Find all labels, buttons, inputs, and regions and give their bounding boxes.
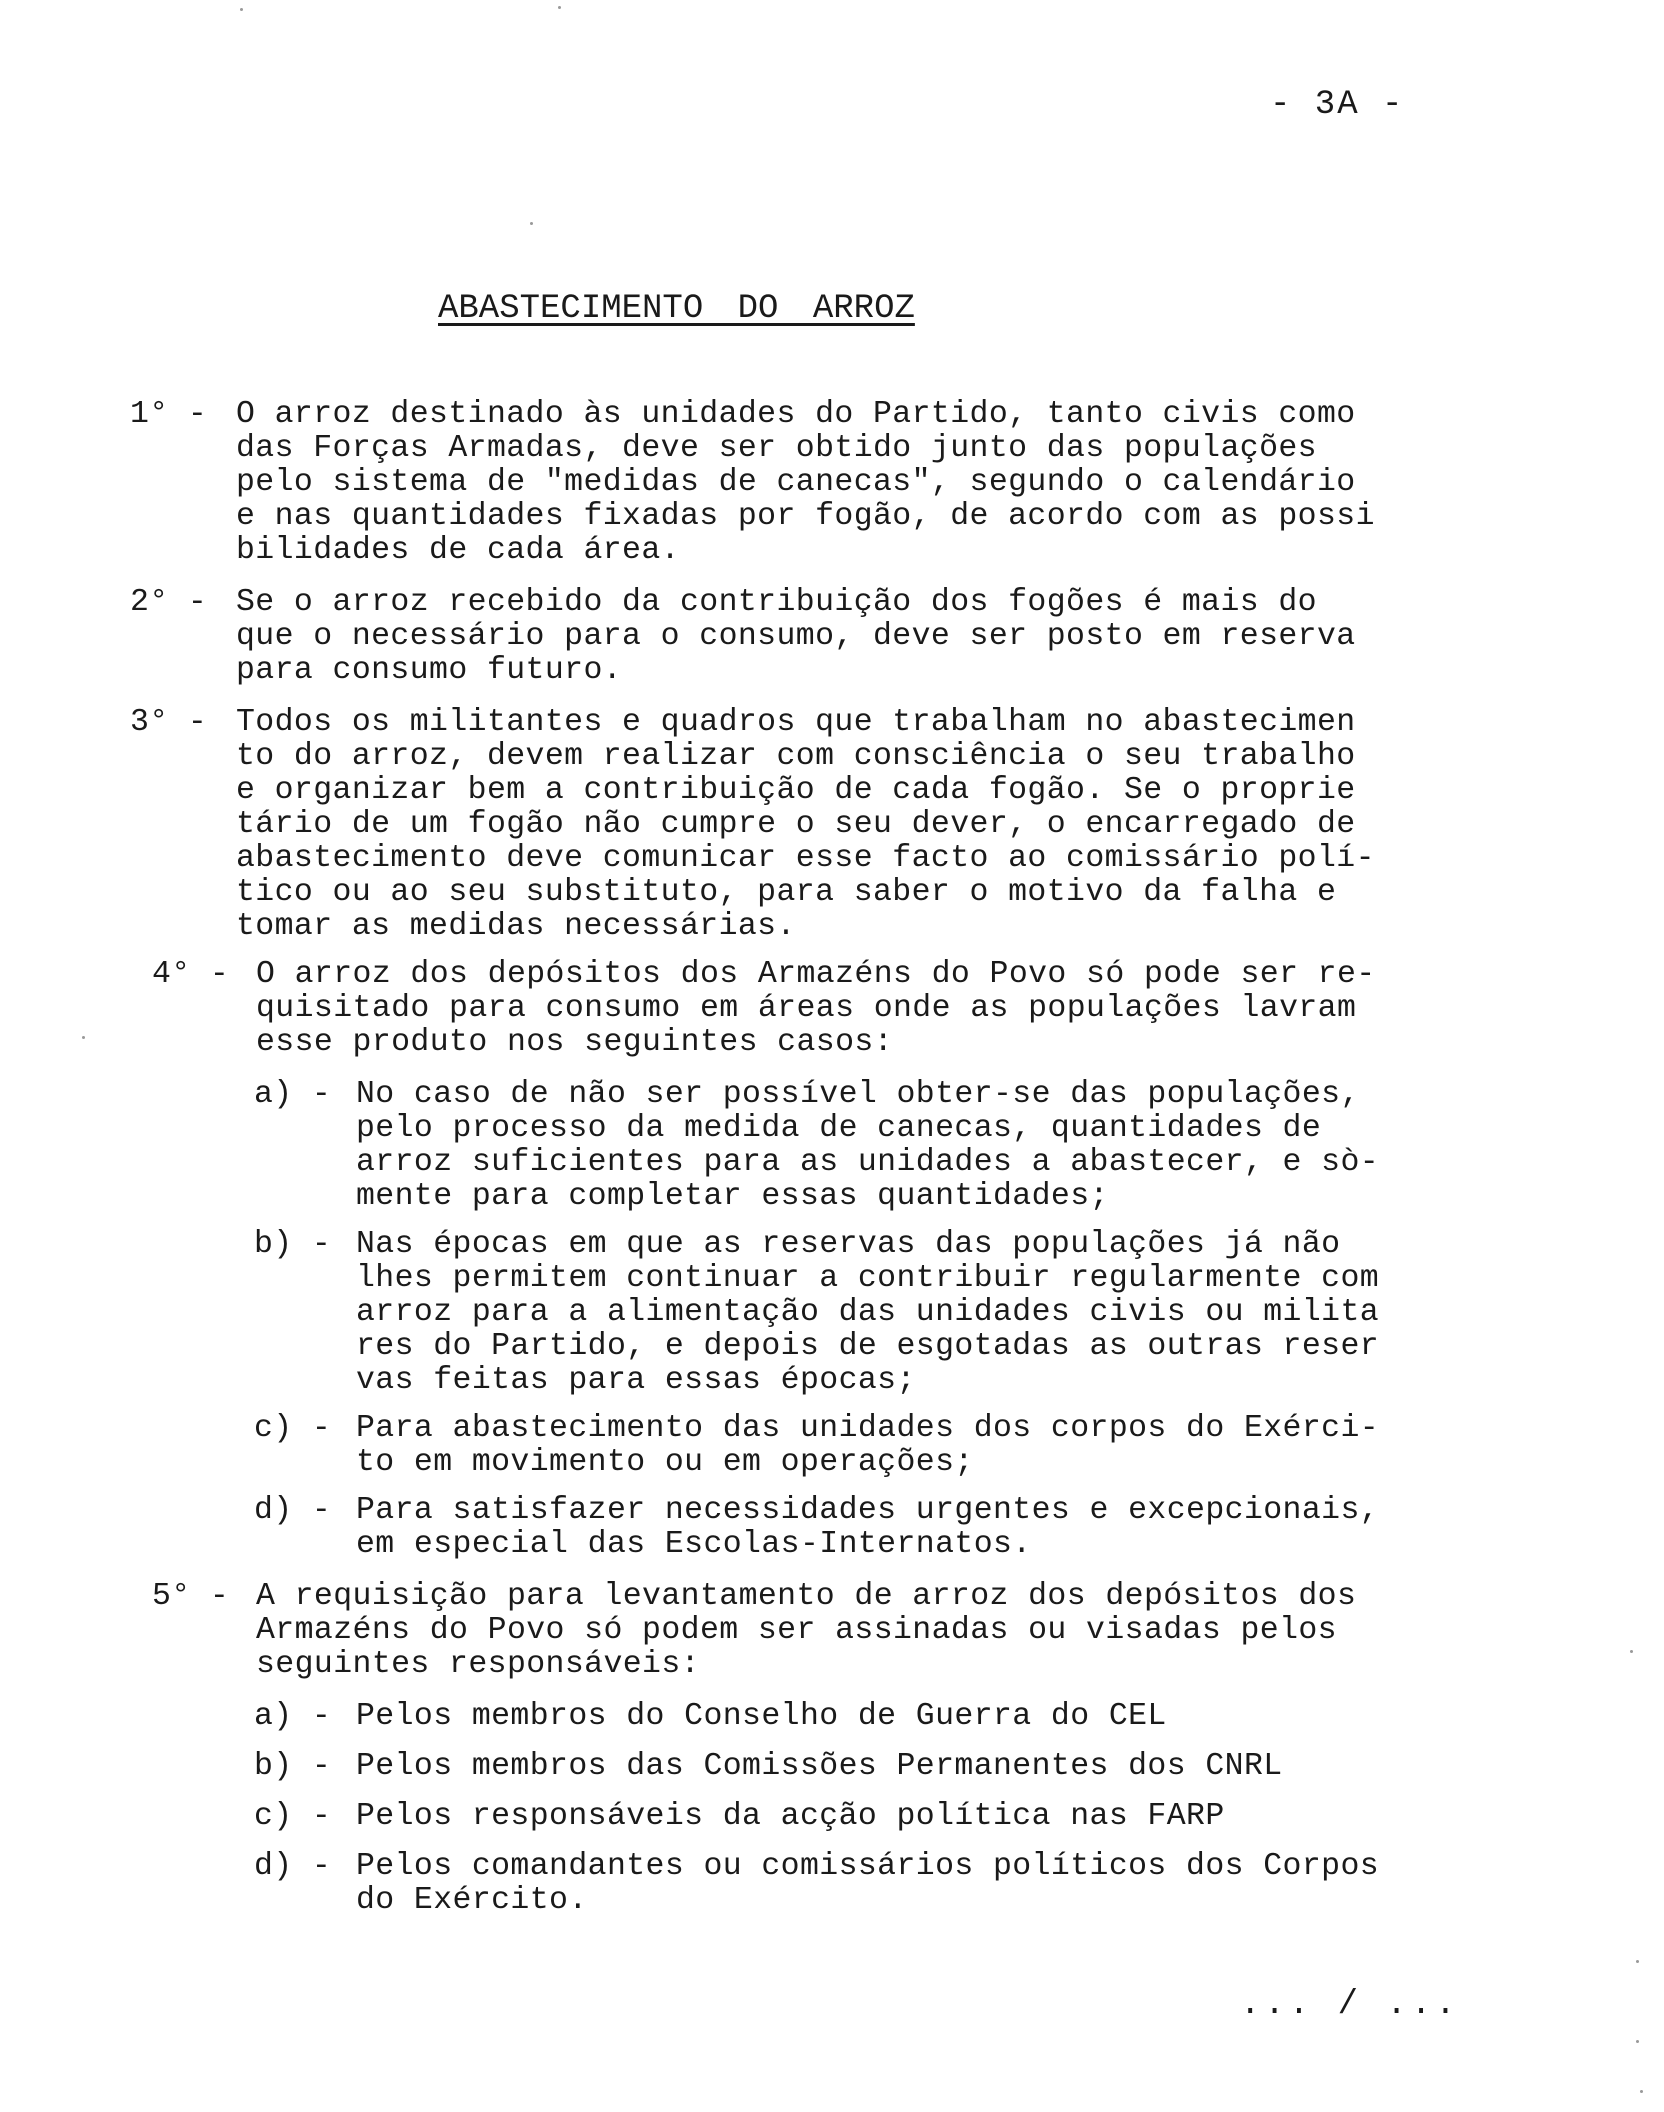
paragraph-number: 5° - xyxy=(152,1579,230,1614)
paragraph-number: 4° - xyxy=(152,957,230,992)
paragraph-line: seguintes responsáveis: xyxy=(256,1647,700,1682)
paragraph-line: pelo sistema de "medidas de canecas", segundo o calendário xyxy=(236,465,1356,500)
paragraph-line: arroz para a alimentação das unidades civis ou milita xyxy=(356,1295,1380,1330)
paragraph-line: bilidades de cada área. xyxy=(236,533,680,568)
paragraph-line: Se o arroz recebido da contribuição dos fogões é mais do xyxy=(236,585,1317,620)
paragraph-line: tário de um fogão não cumpre o seu dever, o encarregado de xyxy=(236,807,1356,842)
paragraph-number: 3° - xyxy=(130,705,208,740)
scan-speck xyxy=(558,6,561,9)
scan-speck xyxy=(530,222,533,225)
sub-item-letter: d) - xyxy=(254,1493,332,1528)
paragraph-line: Pelos membros do Conselho de Guerra do CEL xyxy=(356,1699,1167,1734)
sub-item-letter: a) - xyxy=(254,1699,332,1734)
paragraph-line: Para satisfazer necessidades urgentes e excepcionais, xyxy=(356,1493,1380,1528)
sub-item-letter: b) - xyxy=(254,1227,332,1262)
scan-speck xyxy=(1636,1960,1639,1963)
paragraph-line: das Forças Armadas, deve ser obtido junto das populações xyxy=(236,431,1317,466)
paragraph-line: res do Partido, e depois de esgotadas as outras reser xyxy=(356,1329,1380,1364)
paragraph-line: O arroz dos depósitos dos Armazéns do Povo só pode ser re- xyxy=(256,957,1376,992)
sub-item-letter: c) - xyxy=(254,1799,332,1834)
paragraph-line: vas feitas para essas épocas; xyxy=(356,1363,916,1398)
paragraph-number: 2° - xyxy=(130,585,208,620)
paragraph-line: do Exército. xyxy=(356,1883,588,1918)
paragraph-line: O arroz destinado às unidades do Partido, tanto civis como xyxy=(236,397,1356,432)
sub-item-letter: c) - xyxy=(254,1411,332,1446)
paragraph-line: Pelos responsáveis da acção política nas FARP xyxy=(356,1799,1225,1834)
paragraph-line: quisitado para consumo em áreas onde as populações lavram xyxy=(256,991,1357,1026)
paragraph-line: Todos os militantes e quadros que trabalham no abastecimen xyxy=(236,705,1356,740)
sub-item-letter: d) - xyxy=(254,1849,332,1884)
paragraph-line: Para abastecimento das unidades dos corpos do Exérci- xyxy=(356,1411,1380,1446)
paragraph-line: tomar as medidas necessárias. xyxy=(236,909,796,944)
paragraph-line: pelo processo da medida de canecas, quantidades de xyxy=(356,1111,1322,1146)
scan-speck xyxy=(82,1036,85,1039)
paragraph-number: 1° - xyxy=(130,397,208,432)
paragraph-line: Armazéns do Povo só podem ser assinadas ou visadas pelos xyxy=(256,1613,1337,1648)
paragraph-line: to em movimento ou em operações; xyxy=(356,1445,974,1480)
scan-speck xyxy=(1640,2090,1643,2093)
paragraph-line: No caso de não ser possível obter-se das populações, xyxy=(356,1077,1360,1112)
paragraph-line: para consumo futuro. xyxy=(236,653,623,688)
paragraph-line: arroz suficientes para as unidades a abastecer, e sò- xyxy=(356,1145,1380,1180)
paragraph-line: esse produto nos seguintes casos: xyxy=(256,1025,894,1060)
paragraph-line: e nas quantidades fixadas por fogão, de acordo com as possi xyxy=(236,499,1375,534)
paragraph-line: A requisição para levantamento de arroz dos depósitos dos xyxy=(256,1579,1357,1614)
paragraph-line: Pelos comandantes ou comissários políticos dos Corpos xyxy=(356,1849,1380,1884)
sub-item-letter: a) - xyxy=(254,1077,332,1112)
scan-speck xyxy=(1636,2040,1639,2043)
paragraph-line: em especial das Escolas-Internatos. xyxy=(356,1527,1032,1562)
continuation-marker: ... / ... xyxy=(1240,1986,1460,2024)
scan-speck xyxy=(1630,1650,1633,1653)
paragraph-line: e organizar bem a contribuição de cada fogão. Se o proprie xyxy=(236,773,1356,808)
paragraph-line: abastecimento deve comunicar esse facto ao comissário polí- xyxy=(236,841,1375,876)
paragraph-line: to do arroz, devem realizar com consciência o seu trabalho xyxy=(236,739,1356,774)
scan-speck xyxy=(240,8,243,11)
paragraph-line: tico ou ao seu substituto, para saber o motivo da falha e xyxy=(236,875,1337,910)
paragraph-line: lhes permitem continuar a contribuir regularmente com xyxy=(356,1261,1380,1296)
paragraph-line: que o necessário para o consumo, deve ser posto em reserva xyxy=(236,619,1356,654)
paragraph-line: Nas épocas em que as reservas das populações já não xyxy=(356,1227,1341,1262)
document-title: ABASTECIMENTO DO ARROZ xyxy=(438,290,915,328)
paragraph-line: Pelos membros das Comissões Permanentes dos CNRL xyxy=(356,1749,1283,1784)
sub-item-letter: b) - xyxy=(254,1749,332,1784)
page-number: - 3A - xyxy=(1270,86,1405,124)
paragraph-line: mente para completar essas quantidades; xyxy=(356,1179,1109,1214)
